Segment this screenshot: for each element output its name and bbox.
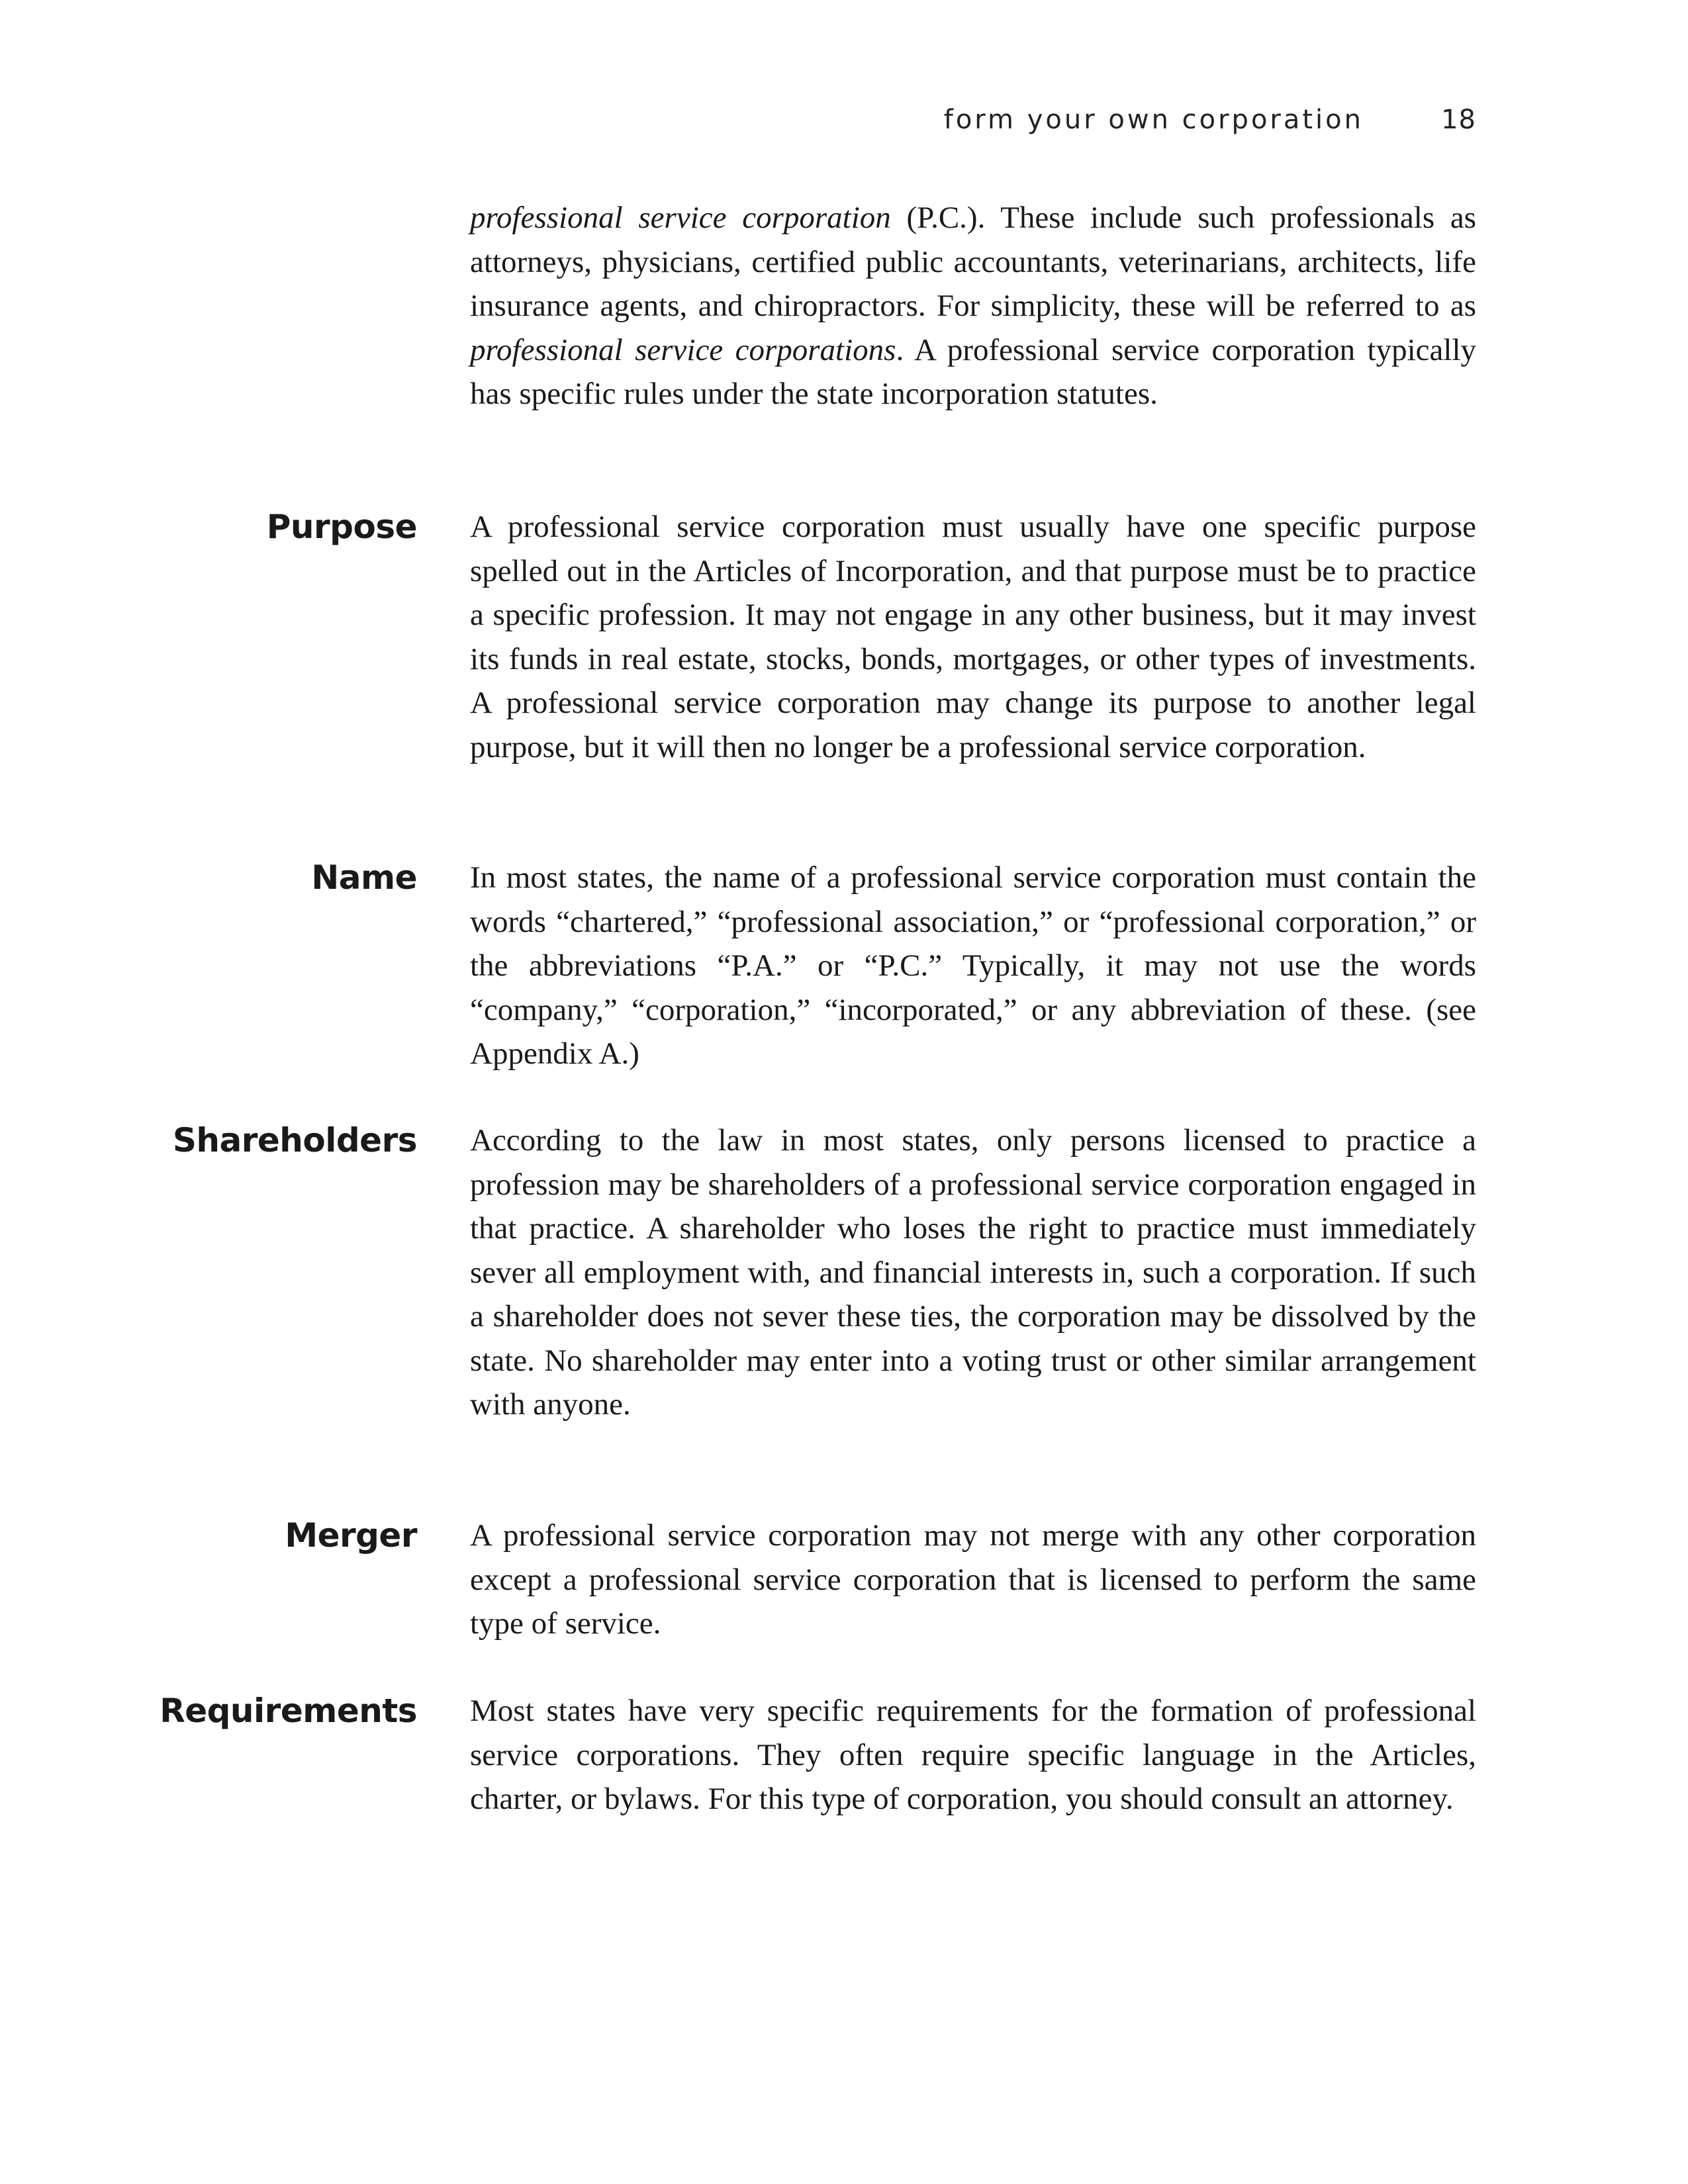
running-head bbox=[861, 99, 1476, 146]
section-heading-requirements: Requirements bbox=[160, 1692, 417, 1730]
section-text-name: In most states, the name of a professional service corporation must contain the words “chartered,” “professional association,” or “professional corporation,” or the abbreviations “P.A.” or “P.C.” Typically, it may not use the words “company,” “corporation,” “incorporated,” or any abbreviation of these. (see Appendix A.) bbox=[470, 860, 1476, 1071]
intro-paragraph bbox=[470, 196, 1476, 416]
intro-text-2: . A professional service corporation typically has specific rules under the state incorporation statutes. bbox=[470, 332, 1477, 411]
section-text-requirements: Most states have very specific requirements for the formation of professional service corporations. They often require specific language in the Articles, charter, or bylaws. For this type of corporation, you should consult an attorney. bbox=[470, 1694, 1476, 1816]
section-heading-purpose: Purpose bbox=[266, 508, 417, 546]
page-number: 18 bbox=[1441, 105, 1476, 135]
section-text-shareholders: According to the law in most states, only persons licensed to practice a profession may be shareholders of a professional service corporation engaged in that practice. A shareholder who loses the right to practice must immediately sever all employment with, and financial interests in, such a corporation. If such a shareholder does not sever these ties, the corporation may be dissolved by the state. No shareholder may enter into a voting trust or other similar arrangement with anyone. bbox=[470, 1123, 1476, 1422]
section-heading-name: Name bbox=[311, 858, 417, 897]
intro-term-italic-2: professional service corporations bbox=[470, 332, 896, 367]
intro-text-1: (P.C.). These include such professionals as attorneys, physicians, certified public accountants, veterinarians, architects, life insurance agents, and chiropractors. For simplicity, these will be referred to as bbox=[470, 201, 1476, 323]
section-text-purpose: A professional service corporation must usually have one specific purpose spelled out in the Articles of Incorporation, and that purpose must be to practice a specific profession. It may not engage in any other business, but it may invest its funds in real estate, stocks, bonds, mortgages, or other types of investments. A professional service corporation may change its purpose to another legal purpose, but it will then no longer be a professional service corporation. bbox=[470, 510, 1476, 764]
running-head-title: form your own corporation bbox=[943, 105, 1364, 135]
section-heading-merger: Merger bbox=[285, 1516, 417, 1555]
intro-term-italic: professional service corporation bbox=[470, 201, 891, 235]
section-text-merger: A professional service corporation may not merge with any other corporation except a professional service corporation that is licensed to perform the same type of service. bbox=[470, 1518, 1476, 1641]
section-heading-shareholders: Shareholders bbox=[172, 1121, 417, 1160]
